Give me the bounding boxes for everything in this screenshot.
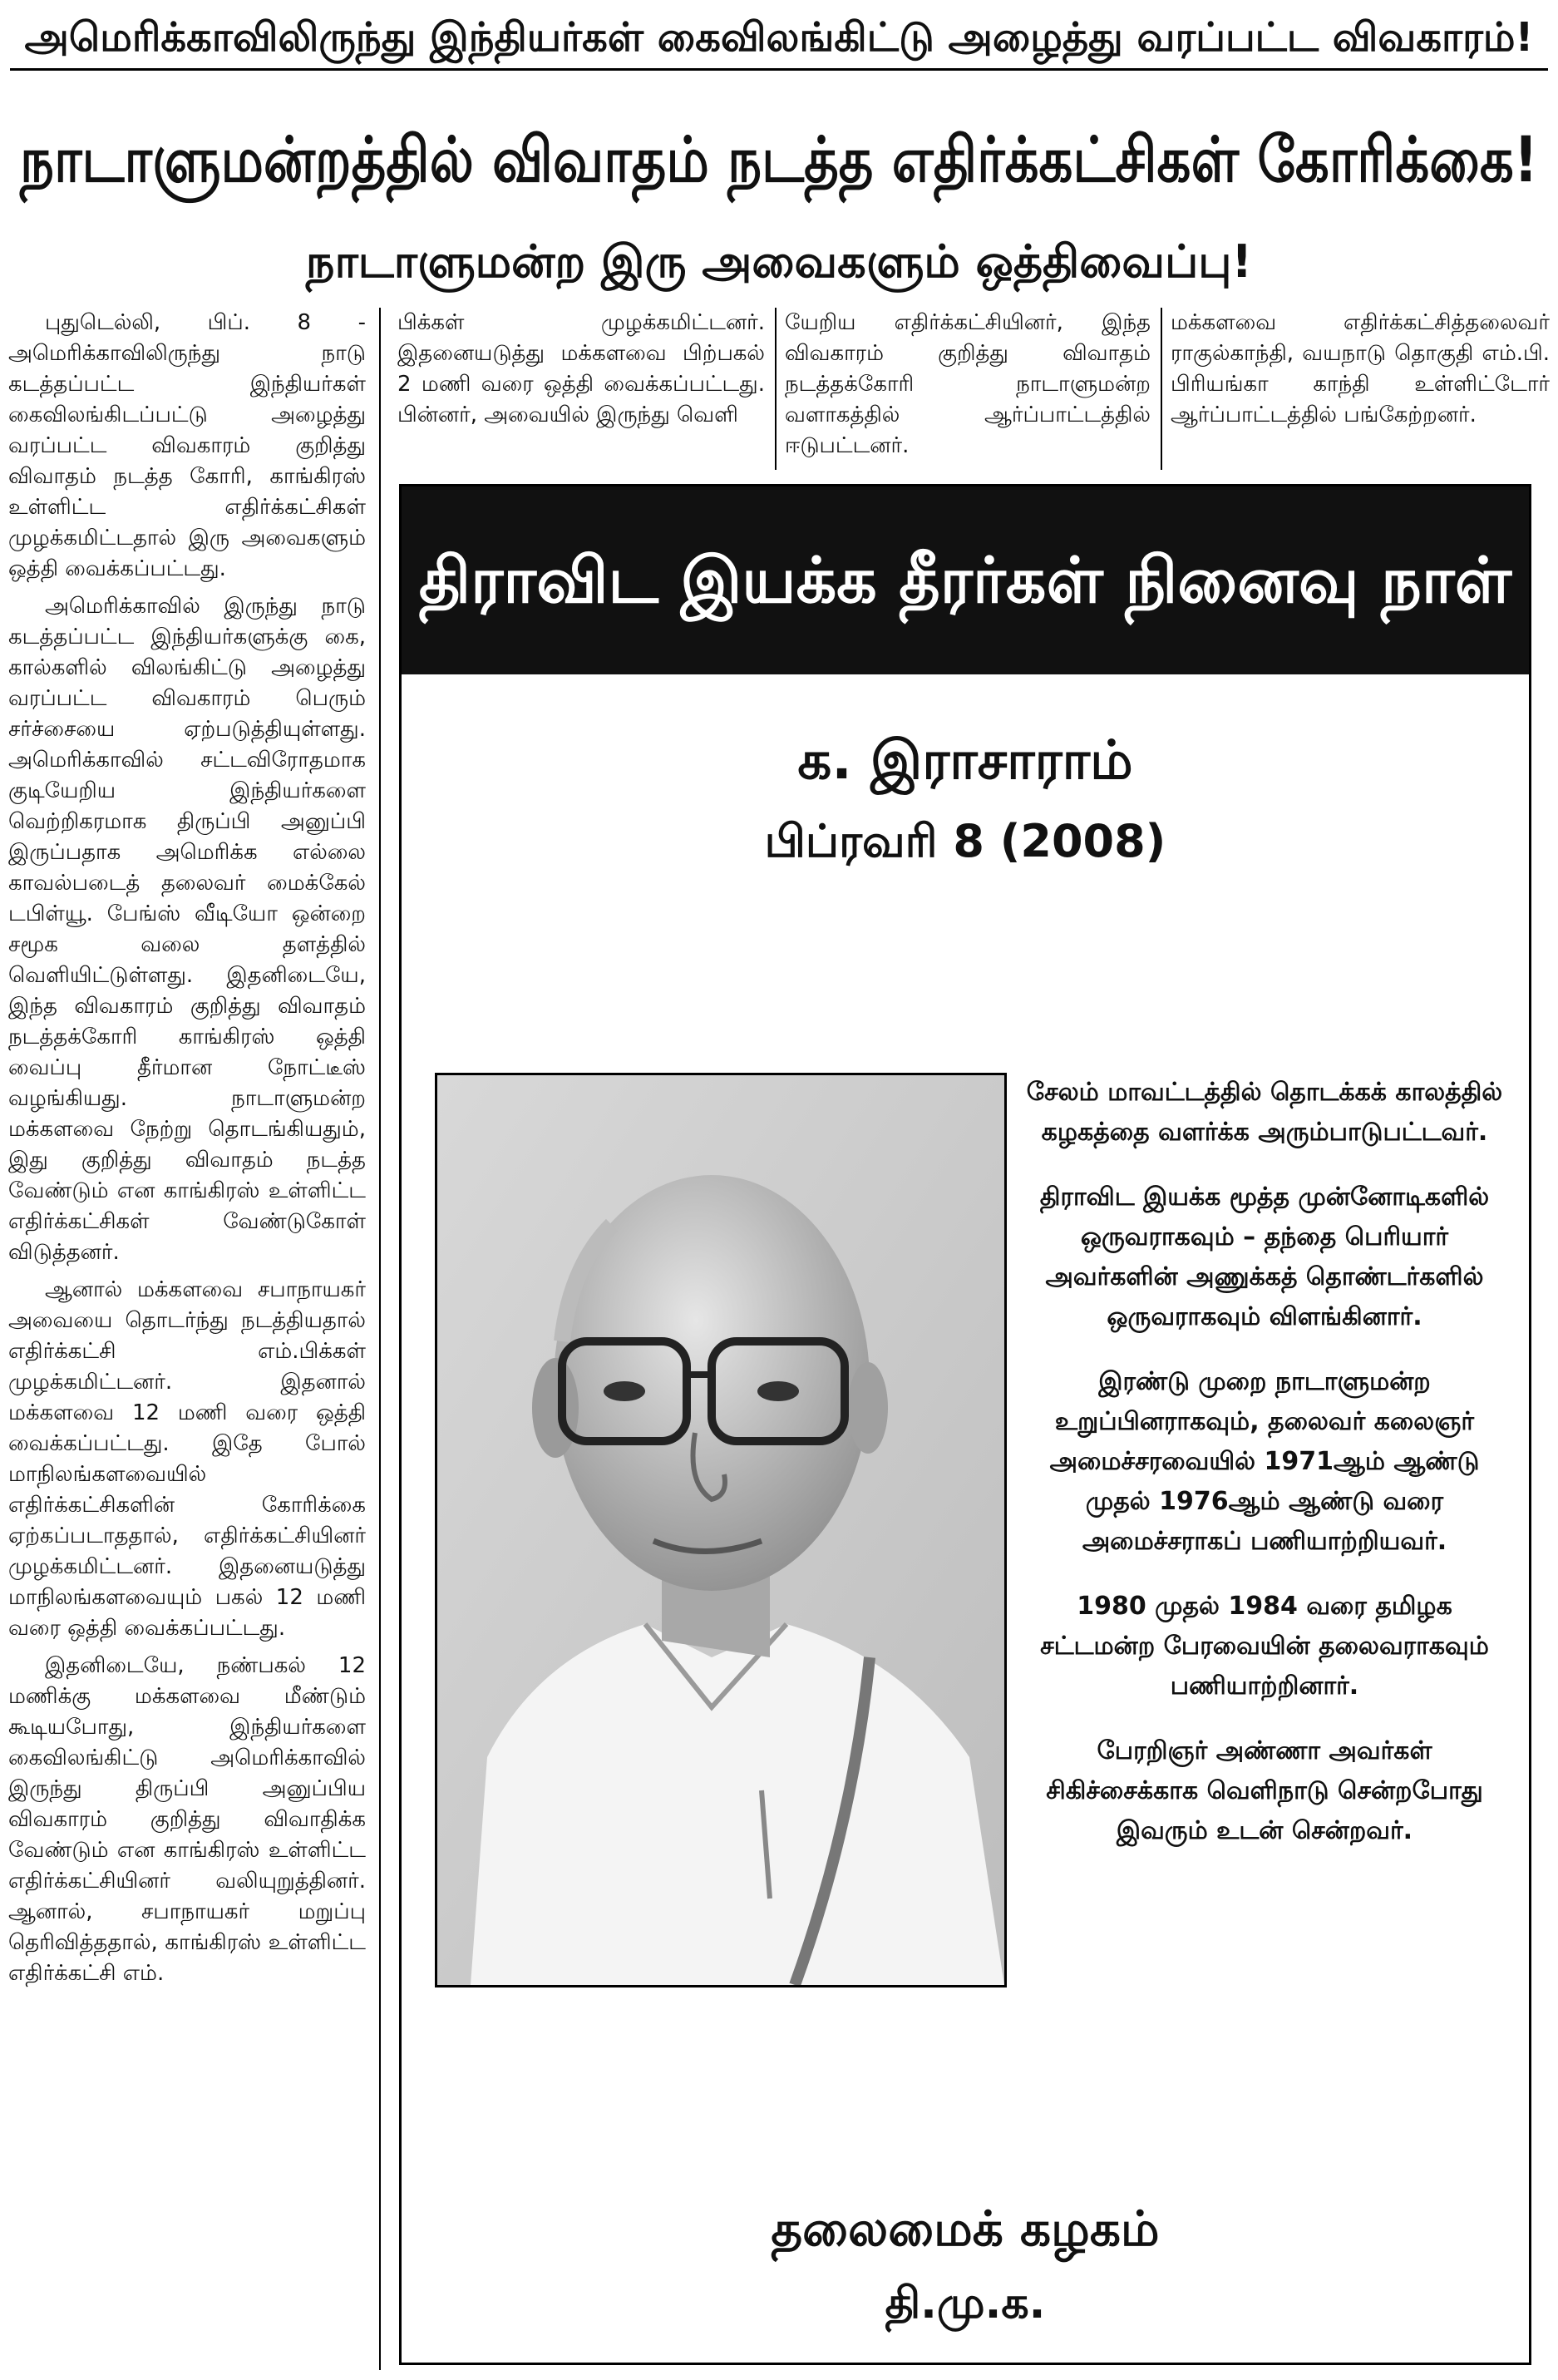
main-headline: நாடாளுமன்றத்தில் விவாதம் நடத்த எதிர்க்கட்சிகள் கோரிக்கை! xyxy=(20,124,1538,197)
article-paragraph: யேறிய எதிர்க்கட்சியினர், இந்த விவகாரம் குறித்து விவாதம் நடத்தக்கோரி நாடாளுமன்ற வளாகத்தில் ஆர்ப்பாட்டத்தில் ஈடுபட்டனர். xyxy=(785,310,1151,458)
kicker-headline: அமெரிக்காவிலிருந்து இந்தியர்கள் கைவிலங்கிட்டு அழைத்து வரப்பட்ட விவகாரம்! xyxy=(10,7,1548,71)
article-top-column-3 xyxy=(1171,308,1550,466)
article-paragraph: பிக்கள் முழக்கமிட்டனர். இதனையடுத்து மக்களவை பிற்பகல் 2 மணி வரை ஒத்தி வைக்கப்பட்டது. பின்னர், அவையில் இருந்து வெளி xyxy=(397,310,765,427)
bio-paragraph: திராவிட இயக்க மூத்த முன்னோடிகளில் ஒருவராகவும் – தந்தை பெரியார் அவர்களின் அணுக்கத் தொண்டர்களில் ஒருவராகவும் விளங்கினார். xyxy=(1039,1183,1490,1331)
portrait-illustration xyxy=(437,1075,1004,1985)
article-top-column-2 xyxy=(785,308,1151,466)
portrait-photo xyxy=(435,1073,1007,1987)
article-paragraph: இதனிடையே, நண்பகல் 12 மணிக்கு மக்களவை மீண்டும் கூடியபோது, இந்தியர்களை கைவிலங்கிட்டு அமெரிக்காவில் இருந்து திருப்பி அனுப்பிய விவகாரம் குறித்து விவாதிக்க வேண்டும் என காங்கிரஸ் உள்ளிட்ட எதிர்க்கட்சியினர் வலியுறுத்தினர். ஆனால், சபாநாயகர் மறுப்பு தெரிவித்ததால், காங்கிரஸ் உள்ளிட்ட எதிர்க்கட்சி எம். xyxy=(8,1653,366,1986)
sub-headline: நாடாளுமன்ற இரு அவைகளும் ஒத்திவைப்பு! xyxy=(305,235,1253,288)
signature-organization: தலைமைக் கழகம் xyxy=(771,2200,1160,2257)
bio-paragraph: பேரறிஞர் அண்ணா அவர்கள் சிகிச்சைக்காக வெளிநாடு சென்றபோது இவரும் உடன் சென்றவர். xyxy=(1046,1736,1483,1845)
column-divider xyxy=(379,308,381,2370)
bio-paragraph: 1980 முதல் 1984 வரை தமிழக சட்டமன்ற பேரவையின் தலைவராகவும் பணியாற்றினார். xyxy=(1040,1592,1489,1701)
signature-party: தி.மு.க. xyxy=(885,2279,1046,2328)
column-divider xyxy=(1161,308,1162,470)
article-paragraph: ஆனால் மக்களவை சபாநாயகர் அவையை தொடர்ந்து நடத்தியதால் எதிர்க்கட்சி எம்.பிக்கள் முழக்கமிட்டனர். இதனால் மக்களவை 12 மணி வரை ஒத்தி வைக்கப்பட்டது. இதே போல் மாநிலங்களவையில் எதிர்க்கட்சிகளின் கோரிக்கை ஏற்கப்படாததால், எதிர்க்கட்சியினர் முழக்கமிட்டனர். இதனையடுத்து மாநிலங்களவையும் பகல் 12 மணி வரை ஒத்தி வைக்கப்பட்டது. xyxy=(8,1277,366,1641)
bio-paragraph: சேலம் மாவட்டத்தில் தொடக்கக் காலத்தில் கழகத்தை வளர்க்க அரும்பாடுபட்டவர். xyxy=(1026,1078,1503,1147)
memorial-date: பிப்ரவரி 8 (2008) xyxy=(764,815,1166,867)
column-divider xyxy=(775,308,777,470)
memorial-person-name: க. இராசாராம் xyxy=(797,730,1133,792)
memorial-bio xyxy=(1019,1073,1510,1876)
article-paragraph: அமெரிக்காவில் இருந்து நாடு கடத்தப்பட்ட இந்தியர்களுக்கு கை, கால்களில் விலங்கிட்டு அழைத்து வரப்பட்ட விவகாரம் பெரும் சர்ச்சையை ஏற்படுத்தியுள்ளது. அமெரிக்காவில் சட்டவிரோதமாக குடியேறிய இந்தியர்களை வெற்றிகரமாக திருப்பி அனுப்பி இருப்பதாக அமெரிக்க எல்லை காவல்படைத் தலைவர் மைக்கேல் டபிள்யூ. பேங்ஸ் வீடியோ ஒன்றை சமூக வலை தளத்தில் வெளியிட்டுள்ளது. இதனிடையே, இந்த விவகாரம் குறித்து விவாதம் நடத்தக்கோரி காங்கிரஸ் ஒத்தி வைப்பு தீர்மான நோட்டீஸ் வழங்கியது. நாடாளுமன்ற மக்களவை நேற்று தொடங்கியதும், இது குறித்து விவாதம் நடத்த வேண்டும் என காங்கிரஸ் உள்ளிட்ட எதிர்க்கட்சிகள் வேண்டுகோள் விடுத்தனர். xyxy=(8,594,366,1265)
article-left-column xyxy=(8,308,366,2370)
article-top-column-1 xyxy=(397,308,765,466)
article-paragraph: மக்களவை எதிர்க்கட்சித்தலைவர் ராகுல்காந்தி, வயநாடு தொகுதி எம்.பி. பிரியங்கா காந்தி உள்ளிட்டோர் ஆர்ப்பாட்டத்தில் பங்கேற்றனர். xyxy=(1171,310,1550,427)
memorial-banner: திராவிட இயக்க தீரர்கள் நினைவு நாள் xyxy=(402,486,1529,674)
bio-paragraph: இரண்டு முறை நாடாளுமன்ற உறுப்பினராகவும், தலைவர் கலைஞர் அமைச்சரவையில் 1971ஆம் ஆண்டு முதல் 1976ஆம் ஆண்டு வரை அமைச்சராகப் பணியாற்றியவர். xyxy=(1049,1367,1480,1556)
article-paragraph: புதுடெல்லி, பிப். 8 - அமெரிக்காவிலிருந்து நாடு கடத்தப்பட்ட இந்தியர்கள் கைவிலங்கிடப்பட்டு அழைத்து வரப்பட்ட விவகாரம் குறித்து விவாதம் நடத்த கோரி, காங்கிரஸ் உள்ளிட்ட எதிர்க்கட்சிகள் முழக்கமிட்டதால் இரு அவைகளும் ஒத்தி வைக்கப்பட்டது. xyxy=(8,310,366,581)
